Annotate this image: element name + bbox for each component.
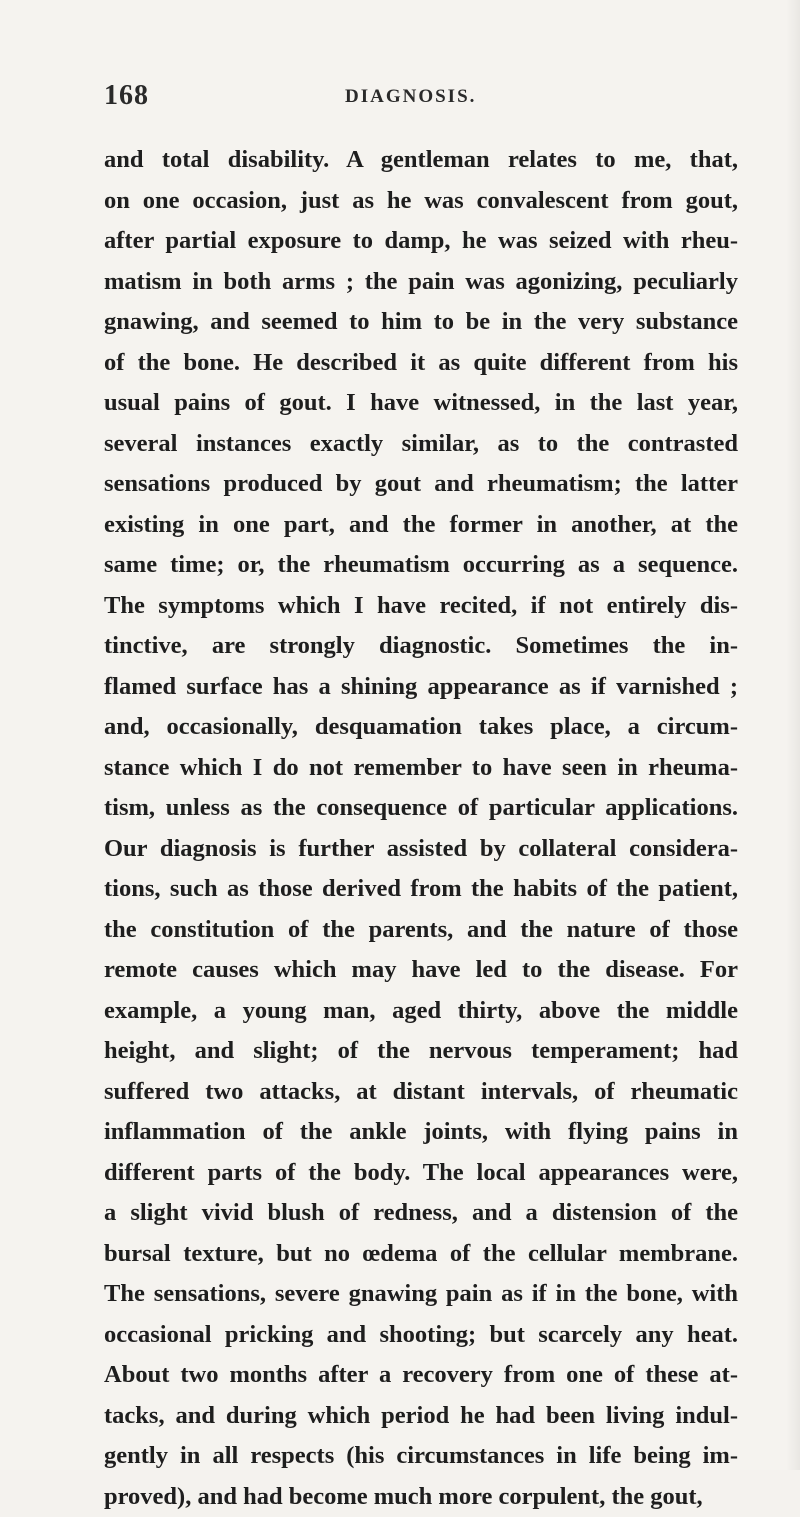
text-line: stance which I do not remember to have seen in rheuma- <box>104 748 738 789</box>
body-text <box>104 140 738 1517</box>
running-head: DIAGNOSIS. <box>345 86 476 108</box>
text-line: the constitution of the parents, and the nature of those <box>104 910 738 951</box>
text-line: bursal texture, but no œdema of the cellular membrane. <box>104 1234 738 1275</box>
text-line: flamed surface has a shining appearance as if varnished ; <box>104 667 738 708</box>
text-line: on one occasion, just as he was convalescent from gout, <box>104 181 738 222</box>
text-line: proved), and had become much more corpulent, the gout, <box>104 1477 738 1517</box>
text-line: tinctive, are strongly diagnostic. Sometimes the in- <box>104 626 738 667</box>
text-line: The sensations, severe gnawing pain as if in the bone, with <box>104 1274 738 1315</box>
text-line: Our diagnosis is further assisted by collateral considera- <box>104 829 738 870</box>
text-line: matism in both arms ; the pain was agonizing, peculiarly <box>104 262 738 303</box>
text-line: remote causes which may have led to the disease. For <box>104 950 738 991</box>
text-line: of the bone. He described it as quite different from his <box>104 343 738 384</box>
text-line: The symptoms which I have recited, if not entirely dis- <box>104 586 738 627</box>
text-line: several instances exactly similar, as to the contrasted <box>104 424 738 465</box>
text-line: suffered two attacks, at distant intervals, of rheumatic <box>104 1072 738 1113</box>
text-line: a slight vivid blush of redness, and a distension of the <box>104 1193 738 1234</box>
text-line: gnawing, and seemed to him to be in the very substance <box>104 302 738 343</box>
text-line: after partial exposure to damp, he was seized with rheu- <box>104 221 738 262</box>
text-line: and total disability. A gentleman relates to me, that, <box>104 140 738 181</box>
text-line: height, and slight; of the nervous temperament; had <box>104 1031 738 1072</box>
page-header <box>0 80 800 120</box>
text-line: same time; or, the rheumatism occurring as a sequence. <box>104 545 738 586</box>
text-line: existing in one part, and the former in another, at the <box>104 505 738 546</box>
text-line: occasional pricking and shooting; but scarcely any heat. <box>104 1315 738 1356</box>
page-number: 168 <box>104 80 149 112</box>
text-line: and, occasionally, desquamation takes place, a circum- <box>104 707 738 748</box>
text-line: tions, such as those derived from the habits of the patient, <box>104 869 738 910</box>
text-line: tism, unless as the consequence of particular applications. <box>104 788 738 829</box>
text-line: sensations produced by gout and rheumatism; the latter <box>104 464 738 505</box>
text-line: usual pains of gout. I have witnessed, in the last year, <box>104 383 738 424</box>
page-edge-shadow <box>786 0 800 1470</box>
text-line: inflammation of the ankle joints, with flying pains in <box>104 1112 738 1153</box>
text-line: tacks, and during which period he had been living indul- <box>104 1396 738 1437</box>
text-line: different parts of the body. The local appearances were, <box>104 1153 738 1194</box>
text-line: gently in all respects (his circumstances in life being im- <box>104 1436 738 1477</box>
text-line: example, a young man, aged thirty, above the middle <box>104 991 738 1032</box>
text-line: About two months after a recovery from one of these at- <box>104 1355 738 1396</box>
